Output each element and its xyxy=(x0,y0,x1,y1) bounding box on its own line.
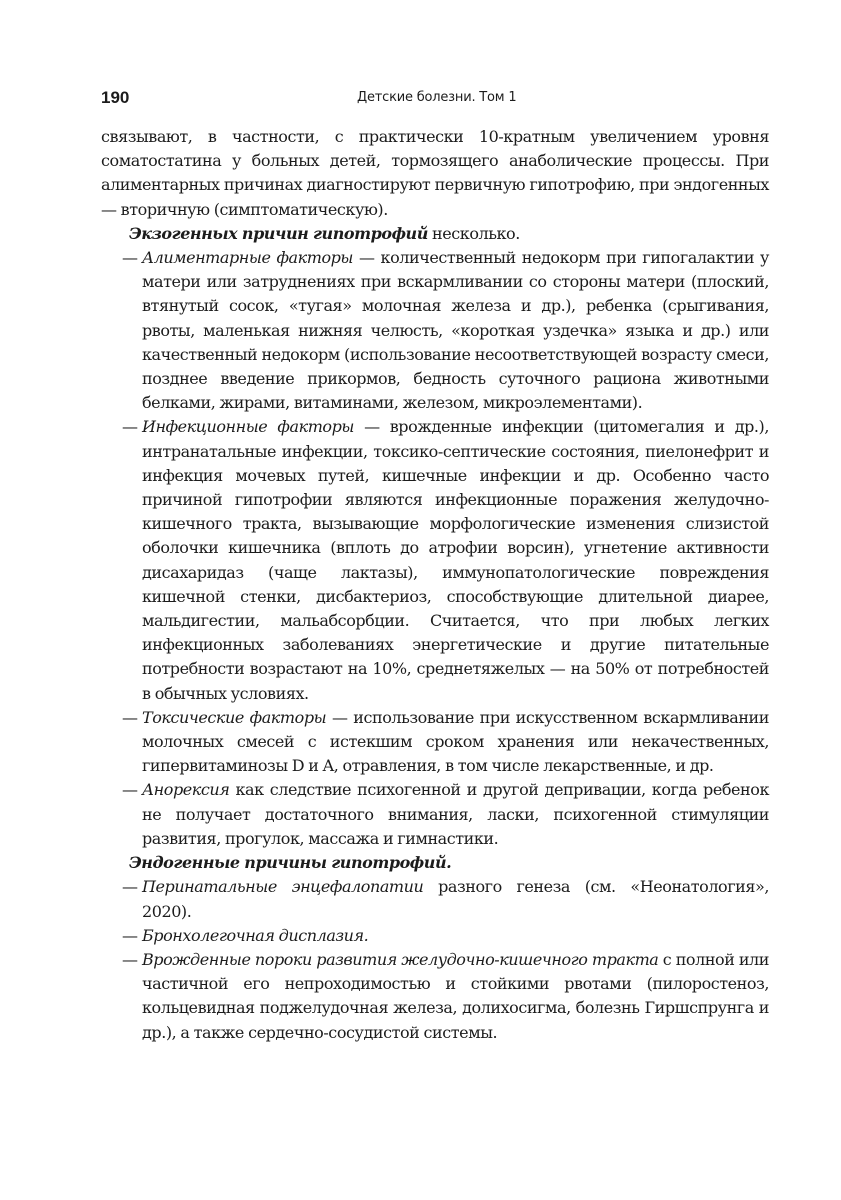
list-item-term: Анорексия xyxy=(142,780,230,800)
list-item-text: — использование при искусственном вскармливании молочных смесей с истекшим сроком хранения или некачественных, гипервитаминозы D и A, отравления, в том числе лекарственные, и др. xyxy=(142,707,769,776)
list-item xyxy=(101,415,769,705)
page-header xyxy=(101,88,766,112)
exogenous-heading-rest: несколько. xyxy=(427,223,520,243)
list-item-text: — количественный недокорм при гипогалактии у матери или затруднениях при вскармливании со стороны матери (плоский, втянутый сосок, «тугая» молочная железа и др.), ребенка (срыгивания, рвоты, маленькая нижняя челюсть, «короткая уздечка» языка и др.) или качественный недокорм (использование несоответствующей возрасту смеси, позднее введение прикормов, бедность суточного рациона животными белками, жирами, витаминами, железом, микроэлементами). xyxy=(142,248,769,413)
list-item-term: Бронхолегочная дисплазия. xyxy=(142,925,369,945)
endogenous-heading-title: Эндогенные причины гипотрофий. xyxy=(129,853,452,873)
list-dash: — xyxy=(122,949,138,969)
list-item-text: разного генеза (см. «Неонатология», 2020). xyxy=(142,877,769,921)
list-item-term: Перинатальные энцефалопатии xyxy=(142,877,424,897)
list-item-term: Алиментарные факторы xyxy=(142,248,354,268)
list-dash: — xyxy=(122,707,138,727)
list-dash: — xyxy=(122,877,138,897)
list-item xyxy=(101,948,769,1045)
running-title: Детские болезни. Том 1 xyxy=(357,90,517,105)
exogenous-heading-title: Экзогенных причин гипотрофий xyxy=(129,223,428,243)
endogenous-heading xyxy=(101,851,769,875)
list-item-term: Токсические факторы xyxy=(142,707,327,727)
list-dash: — xyxy=(122,925,138,945)
list-dash: — xyxy=(122,248,138,268)
list-dash: — xyxy=(122,780,138,800)
list-item-text: с полной или частичной его непроходимостью и стойкими рвотами (пилоростеноз, кольцевидная поджелудочная железа, долихосигма, болезнь Гиршспрунга и др.), а также сердечно-сосудистой системы. xyxy=(142,949,769,1042)
list-item-term: Инфекционные факторы xyxy=(142,417,354,437)
list-item xyxy=(101,706,769,779)
list-item xyxy=(101,246,769,415)
intro-paragraph: связывают, в частности, с практически 10-кратным увеличением уровня соматостатина у больных детей, тормозящего анаболические процессы. При алиментарных причинах диагностируют первичную гипотрофию, при эндогенных — вторичную (симптоматическую). xyxy=(101,127,769,219)
exogenous-heading xyxy=(101,222,769,246)
page-number: 190 xyxy=(101,88,130,107)
list-dash: — xyxy=(122,417,138,437)
list-item xyxy=(101,875,769,923)
list-item xyxy=(101,924,769,948)
list-item-text: как следствие психогенной и другой депривации, когда ребенок не получает достаточного внимания, ласки, психогенной стимуляции развития, прогулок, массажа и гимнастики. xyxy=(142,780,769,848)
list-item xyxy=(101,778,769,851)
body-text xyxy=(101,125,769,1045)
list-item-term: Врожденные пороки развития желудочно-кишечного тракта xyxy=(142,949,659,969)
list-item-text: — врожденные инфекции (цитомегалия и др.), интранатальные инфекции, токсико-септические состояния, пиелонефрит и инфекция мочевых путей, кишечные инфекции и др. Особенно часто причиной гипотрофии являются инфекционные поражения желудочно-кишечного тракта, вызывающие морфологические изменения слизистой оболочки кишечника (вплоть до атрофии ворсин), угнетение активности дисахаридаз (чаще лактазы), иммунопатологические повреждения кишечной стенки, дисбактериоз, способствующие длительной диарее, мальдигестии, мальабсорбции. Считается, что при любых легких инфекционных заболеваниях энергетические и другие питательные потребности возрастают на 10%, среднетяжелых — на 50% от потребностей в обычных условиях. xyxy=(142,417,769,703)
